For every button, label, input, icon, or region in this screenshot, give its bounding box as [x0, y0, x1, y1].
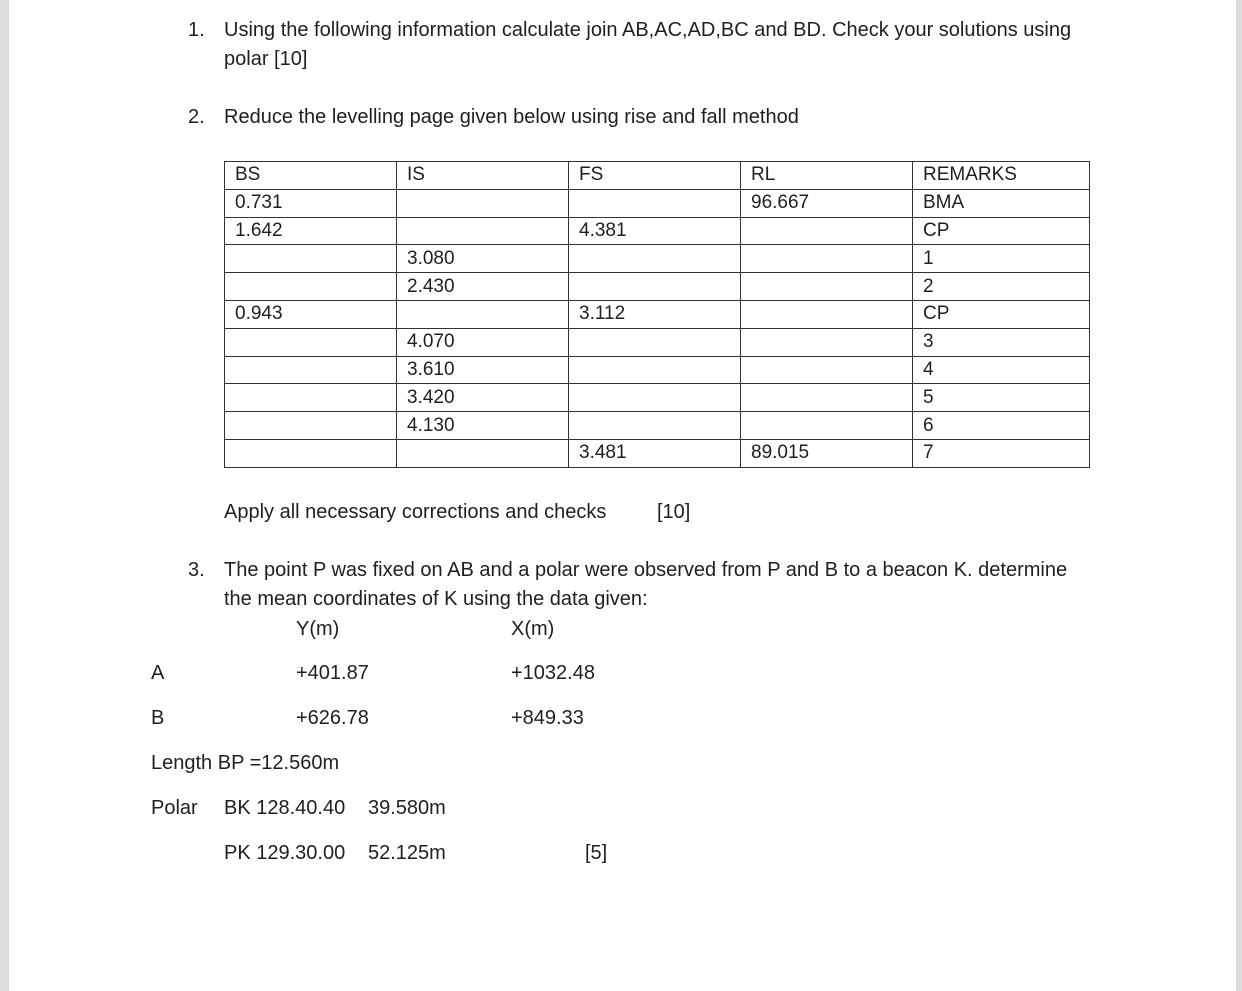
cell-remarks: CP [913, 217, 1090, 245]
coord-header-y: Y(m) [296, 618, 340, 640]
cell-bs: 0.731 [225, 189, 397, 217]
cell-bs [225, 439, 397, 467]
header-bs: BS [225, 162, 397, 190]
table-header-row [225, 162, 1090, 190]
q3-marks: [5] [585, 842, 608, 864]
point-b-x: +849.33 [511, 707, 584, 729]
cell-rl [741, 356, 913, 384]
cell-is: 4.070 [397, 328, 569, 356]
cell-rl: 96.667 [741, 189, 913, 217]
q1-text-line2: polar [10] [224, 48, 308, 70]
cell-bs [225, 412, 397, 440]
polar-pk-bearing: PK 129.30.00 [224, 842, 346, 864]
polar-bk-distance: 39.580m [368, 797, 446, 819]
table-row [225, 384, 1090, 412]
table-row [225, 300, 1090, 328]
page-margin-left [0, 0, 9, 991]
cell-remarks: 3 [913, 328, 1090, 356]
cell-is: 3.080 [397, 245, 569, 273]
cell-remarks: 6 [913, 412, 1090, 440]
header-fs: FS [569, 162, 741, 190]
q2-footer: Apply all necessary corrections and checks [224, 501, 607, 523]
cell-bs: 1.642 [225, 217, 397, 245]
cell-fs: 4.381 [569, 217, 741, 245]
q2-marks: [10] [657, 501, 691, 523]
table-row [225, 217, 1090, 245]
cell-rl [741, 300, 913, 328]
cell-remarks: 4 [913, 356, 1090, 384]
cell-remarks: 7 [913, 439, 1090, 467]
cell-rl [741, 217, 913, 245]
table-row [225, 273, 1090, 301]
cell-is: 3.610 [397, 356, 569, 384]
q1-number: 1. [188, 19, 205, 41]
table-row [225, 328, 1090, 356]
coord-header-x: X(m) [511, 618, 555, 640]
q3-text-line2: the mean coordinates of K using the data given: [224, 588, 648, 610]
polar-pk-distance: 52.125m [368, 842, 446, 864]
cell-fs [569, 273, 741, 301]
table-row [225, 245, 1090, 273]
polar-bk-bearing: BK 128.40.40 [224, 797, 346, 819]
cell-rl [741, 384, 913, 412]
cell-fs [569, 384, 741, 412]
cell-is: 3.420 [397, 384, 569, 412]
cell-fs: 3.481 [569, 439, 741, 467]
point-a-y: +401.87 [296, 662, 369, 684]
cell-fs [569, 328, 741, 356]
polar-label: Polar [151, 797, 198, 819]
cell-bs [225, 328, 397, 356]
cell-remarks: 5 [913, 384, 1090, 412]
cell-bs [225, 356, 397, 384]
cell-remarks: BMA [913, 189, 1090, 217]
document-page [9, 0, 1236, 991]
cell-is: 4.130 [397, 412, 569, 440]
cell-rl [741, 273, 913, 301]
point-b-y: +626.78 [296, 707, 369, 729]
cell-is [397, 300, 569, 328]
cell-is: 2.430 [397, 273, 569, 301]
header-is: IS [397, 162, 569, 190]
cell-remarks: 2 [913, 273, 1090, 301]
cell-is [397, 217, 569, 245]
cell-fs: 3.112 [569, 300, 741, 328]
levelling-table [224, 161, 1090, 468]
page-margin-right [1236, 0, 1242, 991]
point-a-x: +1032.48 [511, 662, 595, 684]
cell-rl [741, 328, 913, 356]
cell-bs: 0.943 [225, 300, 397, 328]
cell-bs [225, 273, 397, 301]
cell-fs [569, 412, 741, 440]
cell-rl [741, 412, 913, 440]
table-row [225, 439, 1090, 467]
table-row [225, 412, 1090, 440]
cell-remarks: 1 [913, 245, 1090, 273]
q1-text-line1: Using the following information calculate join AB,AC,AD,BC and BD. Check your solutions using [224, 19, 1072, 41]
point-a-label: A [151, 662, 165, 684]
q2-text: Reduce the levelling page given below using rise and fall method [224, 106, 799, 128]
cell-remarks: CP [913, 300, 1090, 328]
cell-fs [569, 356, 741, 384]
cell-bs [225, 245, 397, 273]
cell-fs [569, 245, 741, 273]
header-remarks: REMARKS [913, 162, 1090, 190]
length-bp: Length BP =12.560m [151, 752, 340, 774]
cell-bs [225, 384, 397, 412]
header-rl: RL [741, 162, 913, 190]
cell-is [397, 189, 569, 217]
table-row [225, 189, 1090, 217]
cell-fs [569, 189, 741, 217]
table-row [225, 356, 1090, 384]
q3-text-line1: The point P was fixed on AB and a polar were observed from P and B to a beacon K. determine [224, 559, 1068, 581]
q3-number: 3. [188, 559, 205, 581]
point-b-label: B [151, 707, 165, 729]
cell-is [397, 439, 569, 467]
cell-rl: 89.015 [741, 439, 913, 467]
cell-rl [741, 245, 913, 273]
q2-number: 2. [188, 106, 205, 128]
